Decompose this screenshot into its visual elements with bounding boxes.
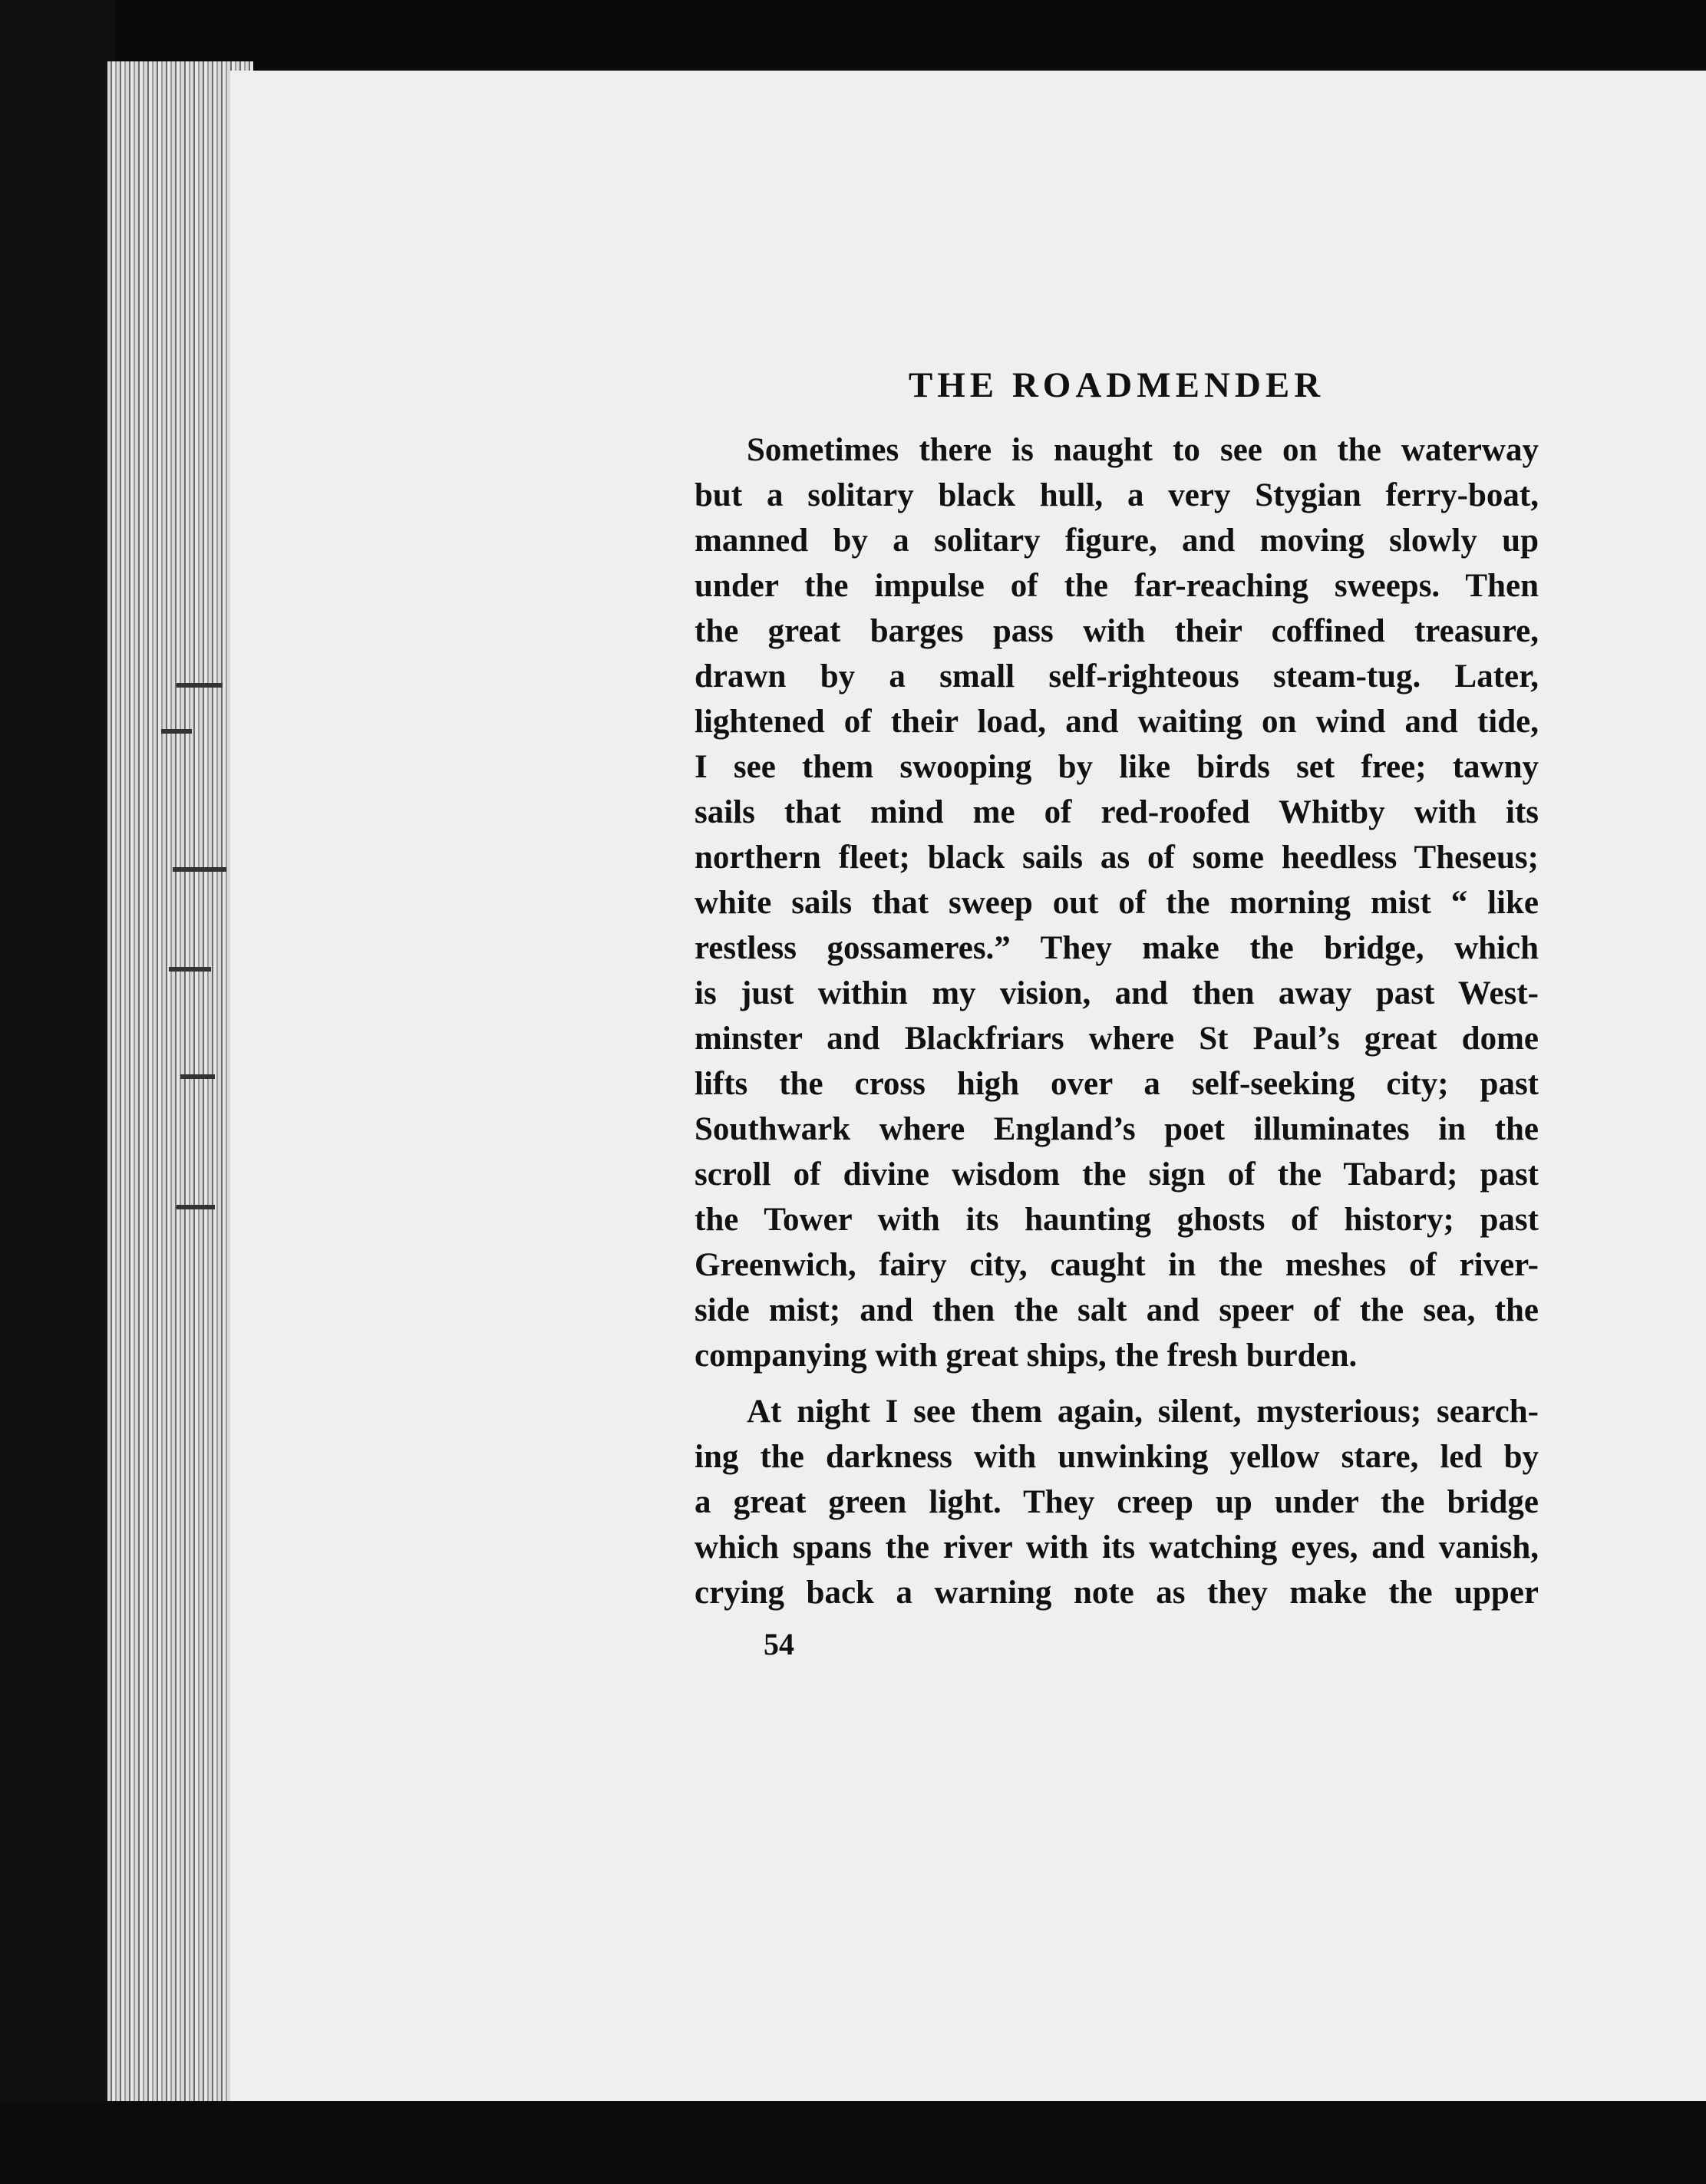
text-line: white sails that sweep out of the morning mist “ like (695, 885, 1539, 921)
running-head: THE ROADMENDER (908, 365, 1325, 405)
text-line: Greenwich, fairy city, caught in the meshes of river- (695, 1247, 1539, 1283)
text-line: minster and Blackfriars where St Paul’s great dome (695, 1021, 1539, 1057)
text-line: lifts the cross high over a self-seeking city; past (695, 1066, 1539, 1102)
text-line: At night I see them again, silent, mysterious; search- (747, 1394, 1539, 1430)
text-line: scroll of divine wisdom the sign of the Tabard; past (695, 1156, 1539, 1193)
text-line: drawn by a small self-righteous steam-tug. Later, (695, 658, 1539, 694)
text-line: ing the darkness with unwinking yellow stare, led by (695, 1439, 1539, 1475)
paragraph-2 (695, 1389, 1539, 1615)
text-line: which spans the river with its watching eyes, and vanish, (695, 1529, 1539, 1565)
text-line: companying with great ships, the fresh burden. (695, 1338, 1358, 1374)
scan-border-left (0, 0, 115, 2184)
text-line: is just within my vision, and then away past West- (695, 975, 1539, 1011)
text-line: the Tower with its haunting ghosts of history; past (695, 1202, 1539, 1238)
text-line: the great barges pass with their coffined treasure, (695, 613, 1539, 649)
text-line: I see them swooping by like birds set free; tawny (695, 749, 1539, 785)
text-line: but a solitary black hull, a very Stygian ferry-boat, (695, 477, 1539, 513)
paragraph-1 (695, 427, 1539, 1378)
text-line: lightened of their load, and waiting on wind and tide, (695, 704, 1539, 740)
text-line: Sometimes there is naught to see on the waterway (747, 432, 1539, 468)
text-line: Southwark where England’s poet illuminates in the (695, 1111, 1539, 1147)
text-line: under the impulse of the far-reaching sweeps. Then (695, 568, 1539, 604)
text-line: northern fleet; black sails as of some heedless Theseus; (695, 840, 1539, 876)
scan-border-bottom (0, 2101, 1706, 2184)
text-line: a great green light. They creep up under the bridge (695, 1484, 1539, 1520)
text-line: crying back a warning note as they make the upper (695, 1575, 1539, 1611)
text-line: side mist; and then the salt and speer of the sea, the (695, 1292, 1539, 1328)
text-line: manned by a solitary figure, and moving slowly up (695, 523, 1539, 559)
text-line: restless gossameres.” They make the bridge, which (695, 930, 1539, 966)
text-block (695, 365, 1539, 1662)
text-line: sails that mind me of red-roofed Whitby with its (695, 794, 1539, 830)
scan-border-top (0, 0, 1706, 77)
page-number: 54 (764, 1627, 794, 1661)
